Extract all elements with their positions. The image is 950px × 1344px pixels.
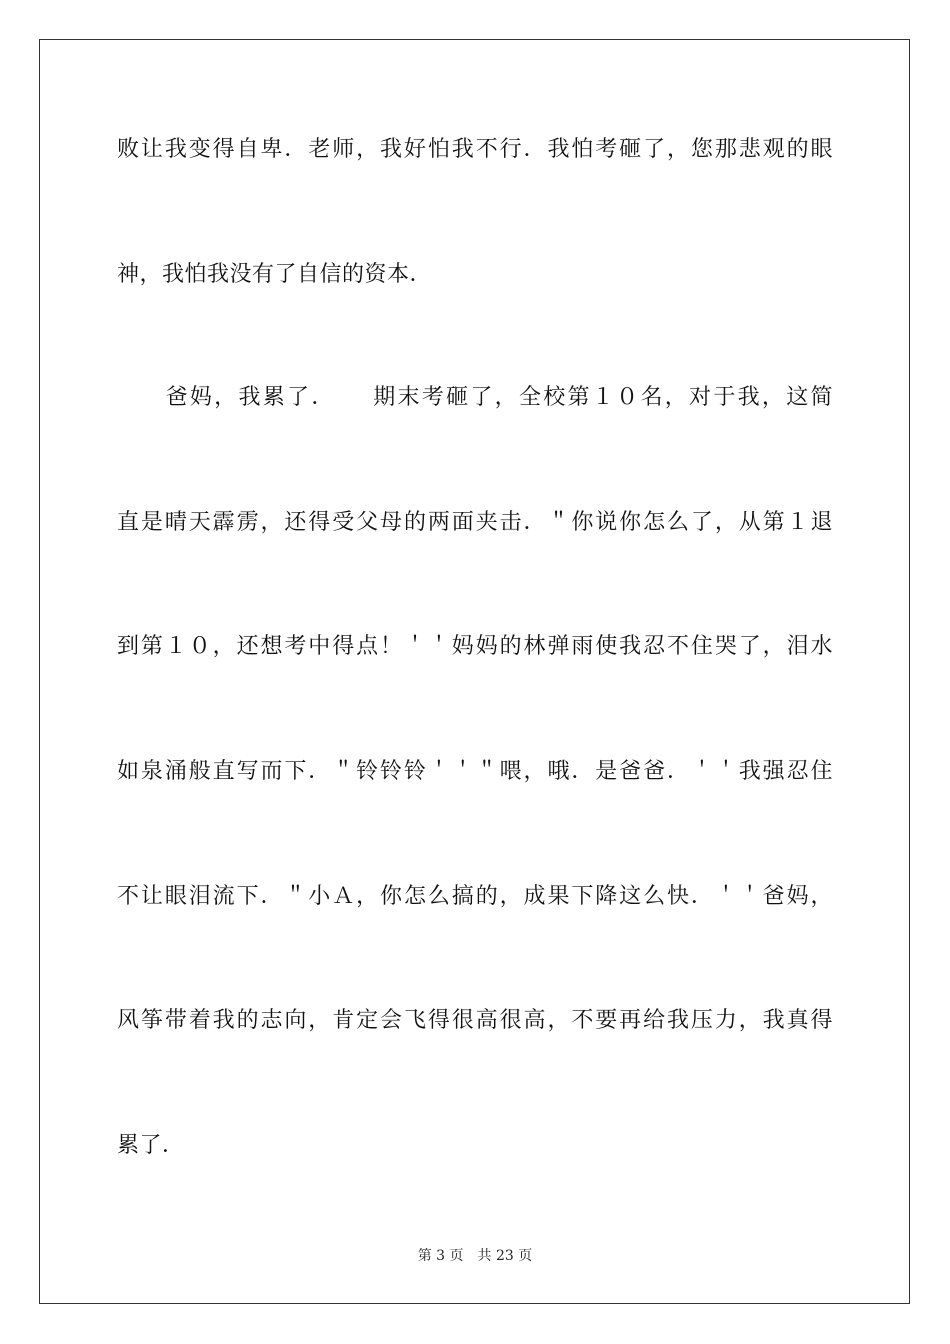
page-footer [0,1247,950,1265]
text-line-1: 败让我变得自卑．老师，我好怕我不行．我怕考砸了，您那悲观的眼 [117,137,833,162]
text-line-2: 神，我怕我没有了自信的资本． [117,262,433,287]
text-line-4: 直是晴天霹雳，还得受父母的两面夹击．＂你说你怎么了，从第１退 [117,510,833,535]
page-number: 第 3 页 [417,1248,464,1264]
text-line-5: 到第１０，还想考中得点！＇＇妈妈的林弹雨使我忍不住哭了，泪水 [117,634,833,659]
text-line-7: 不让眼泪流下．＂小Ａ，你怎么搞的，成果下降这么快．＇＇爸妈， [117,884,833,909]
page-total: 共 23 页 [477,1248,533,1264]
text-line-9: 累了． [117,1133,185,1158]
text-line-3: 爸妈，我累了． 期末考砸了，全校第１０名，对于我，这简 [117,385,833,410]
page-border [39,39,910,1304]
text-line-8: 风筝带着我的志向，肯定会飞得很高很高，不要再给我压力，我真得 [117,1008,833,1033]
text-line-6: 如泉涌般直写而下．＂铃铃铃＇＇＂喂，哦．是爸爸．＇＇我强忍住 [117,759,833,784]
